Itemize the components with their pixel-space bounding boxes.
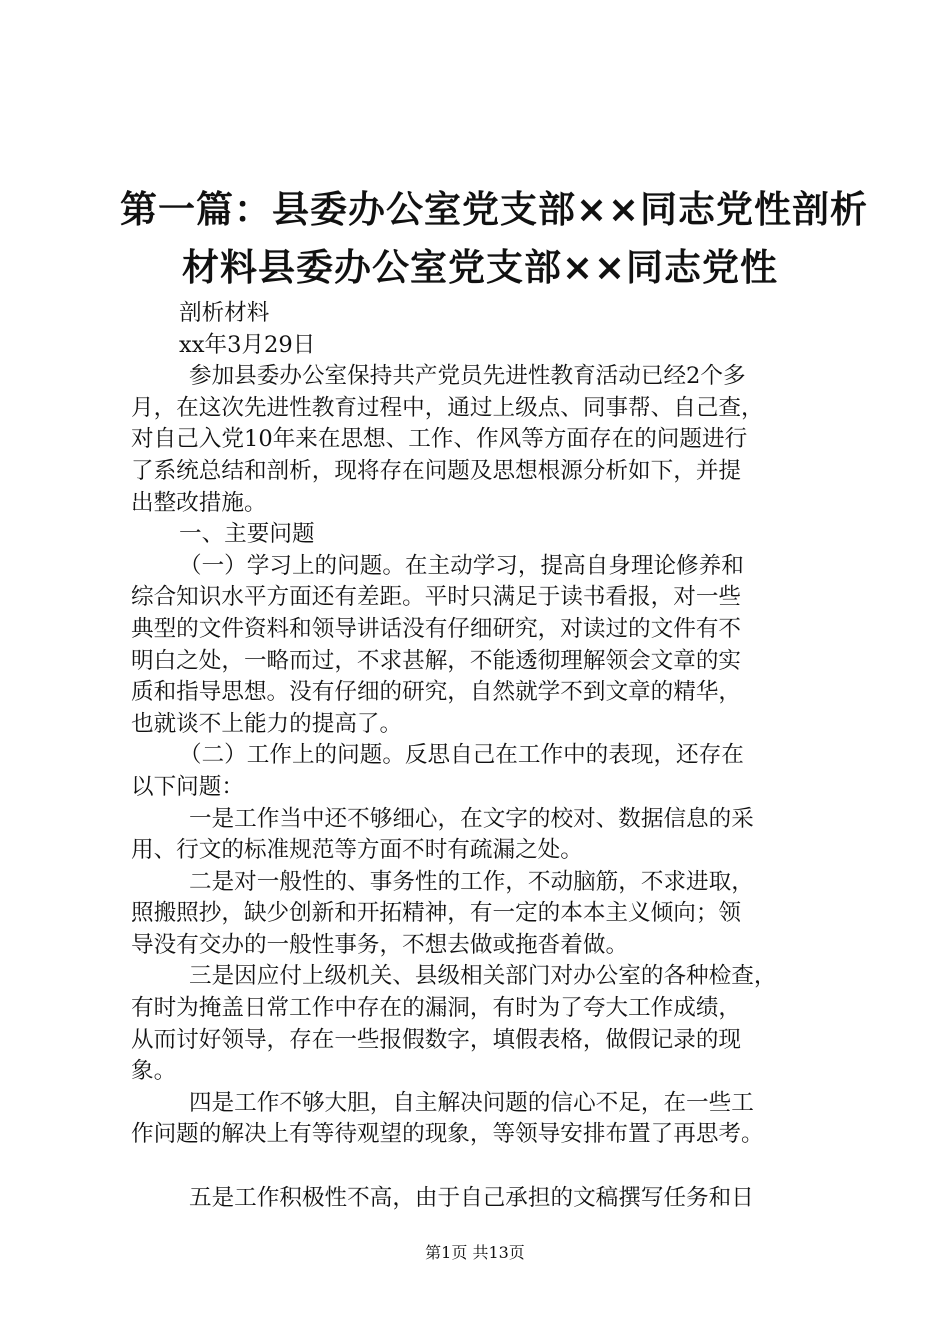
body-line: （二）工作上的问题。反思自己在工作中的表现，还存在 (179, 742, 744, 769)
body-line: xx年3月29日 (179, 331, 316, 358)
body-line: 剖析材料 (179, 300, 270, 326)
body-line: 综合知识水平方面还有差距。平时只满足于读书看报，对一些 (131, 584, 742, 611)
body-line: 导没有交办的一般性事务，不想去做或拖沓着做。 (131, 931, 629, 958)
paragraph-gap (131, 1151, 841, 1183)
body-line: 五是工作积极性不高，由于自己承担的文稿撰写任务和日 (189, 1185, 754, 1212)
body-line: 对自己入党10年来在思想、工作、作风等方面存在的问题进行 (131, 426, 748, 453)
body-line: 一、主要问题 (179, 521, 315, 548)
body-line: 一是工作当中还不够细心，在文字的校对、数据信息的采 (189, 805, 754, 832)
body-line: 二是对一般性的、事务性的工作，不动脑筋，不求进取， (189, 868, 754, 895)
body-line: 以下问题： (131, 773, 244, 800)
body-line: 从而讨好领导，存在一些报假数字，填假表格，做假记录的现 (131, 1026, 742, 1053)
page-footer: 第1页 共13页 (425, 1243, 525, 1262)
document-title-line-1: 第一篇：县委办公室党支部××同志党性剖析 (120, 188, 869, 231)
body-line: （一）学习上的问题。在主动学习，提高自身理论修养和 (179, 552, 744, 579)
body-line: 四是工作不够大胆，自主解决问题的信心不足，在一些工 (189, 1089, 754, 1116)
body-line: 明白之处，一略而过，不求甚解，不能透彻理解领会文章的实 (131, 647, 742, 674)
body-line: 质和指导思想。没有仔细的研究，自然就学不到文章的精华， (131, 679, 742, 706)
body-line: 象。 (131, 1058, 177, 1085)
body-line: 出整改措施。 (131, 489, 267, 516)
body-line: 有时为掩盖日常工作中存在的漏洞，有时为了夸大工作成绩， (131, 995, 742, 1022)
body-line: 用、行文的标准规范等方面不时有疏漏之处。 (131, 837, 583, 864)
document-title-line-2: 材料县委办公室党支部××同志党性 (181, 246, 778, 289)
body-line: 参加县委办公室保持共产党员先进性教育活动已经2个多 (189, 363, 746, 390)
body-line: 三是因应付上级机关、县级相关部门对办公室的各种检查， (189, 963, 777, 990)
body-line: 月，在这次先进性教育过程中，通过上级点、同事帮、自己查， (131, 394, 764, 421)
body-line: 作问题的解决上有等待观望的现象，等领导安排布置了再思考。 (131, 1121, 764, 1148)
body-line: 照搬照抄，缺少创新和开拓精神，有一定的本本主义倾向；领 (131, 900, 742, 927)
document-body (131, 298, 841, 1215)
body-line: 也就谈不上能力的提高了。 (131, 710, 403, 737)
body-line: 典型的文件资料和领导讲话没有仔细研究，对读过的文件有不 (131, 615, 742, 642)
body-line: 了系统总结和剖析，现将存在问题及思想根源分析如下，并提 (131, 457, 742, 484)
